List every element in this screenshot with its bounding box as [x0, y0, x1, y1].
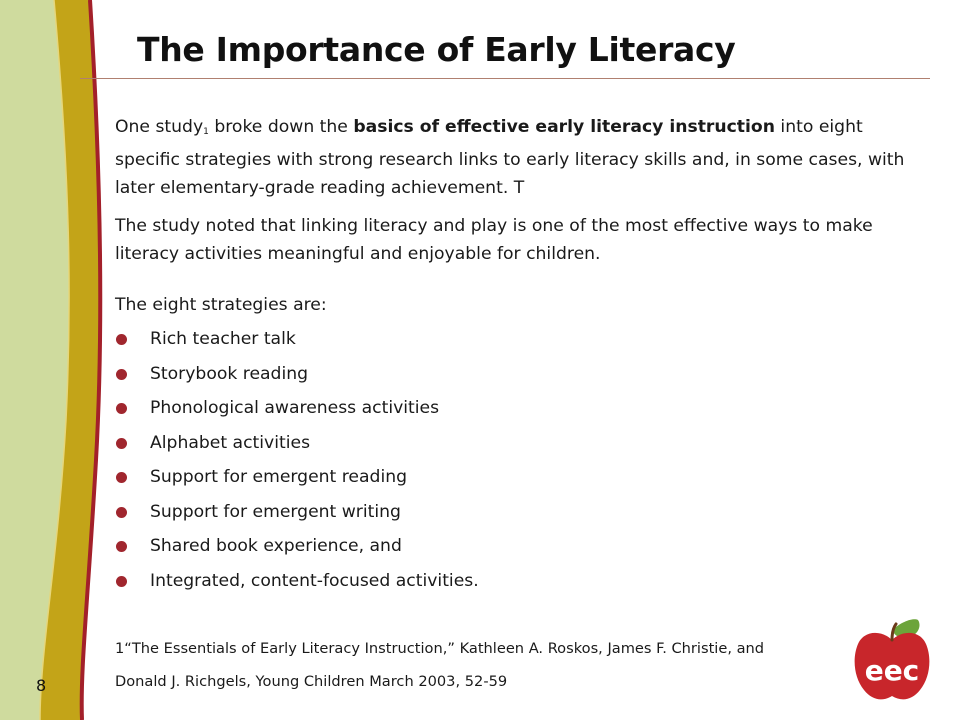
list-item: [115, 322, 815, 357]
list-item-label: Support for emergent reading: [150, 467, 408, 487]
bullet-dot-icon: [116, 334, 127, 345]
list-item-label: Phonological awareness activities: [150, 398, 440, 418]
intro-text-end: into eight specific strategies with strong research links to early literacy skills and, in some cases, with later elementary-grade reading achievement. T: [115, 117, 905, 198]
page-title: The Importance of Early Literacy: [137, 30, 736, 69]
list-item-label: Integrated, content-focused activities.: [150, 570, 479, 591]
list-item-label: Rich teacher talk: [150, 329, 296, 349]
bullet-dot-icon: [116, 438, 127, 449]
play-paragraph: The study noted that linking literacy and play is one of the most effective ways to make literacy activities meaningful and enjoyable for children.: [115, 216, 873, 264]
footnote: [115, 632, 915, 698]
list-item: [115, 495, 815, 530]
list-item-label: Storybook reading: [150, 363, 309, 384]
list-item-label: Shared book experience, and: [150, 536, 402, 556]
bullet-dot-icon: [116, 369, 127, 380]
list-item-label: Support for emergent writing: [150, 501, 401, 522]
intro-text-mid: broke down the: [208, 117, 354, 137]
list-item: [115, 357, 815, 392]
list-item: [115, 426, 815, 461]
intro-text-start: One study: [115, 117, 204, 137]
footnote-line-2: Donald J. Richgels, Young Children March 2003, 52-59: [115, 673, 508, 690]
list-heading: The eight strategies are:: [115, 295, 327, 315]
logo-text: eec: [864, 654, 920, 687]
bullet-dot-icon: [116, 403, 127, 414]
footnote-reference: 1: [203, 127, 209, 137]
list-item: [115, 564, 815, 599]
bullet-dot-icon: [116, 541, 127, 552]
title-divider: [80, 78, 930, 79]
bullet-dot-icon: [116, 472, 127, 483]
list-item: [115, 460, 815, 495]
eec-logo-icon: [852, 612, 932, 704]
strategy-list: [115, 322, 815, 598]
bullet-dot-icon: [116, 576, 127, 587]
list-item-label: Alphabet activities: [150, 432, 311, 453]
intro-emphasis: basics of effective early literacy instruction: [353, 117, 775, 137]
list-item: [115, 391, 815, 426]
list-item: [115, 529, 815, 564]
page-number: 8: [36, 676, 47, 695]
bullet-dot-icon: [116, 507, 127, 518]
intro-paragraph: [115, 113, 915, 202]
footnote-line-1: 1“The Essentials of Early Literacy Instruction,” Kathleen A. Roskos, James F. Christie, and: [115, 640, 765, 657]
